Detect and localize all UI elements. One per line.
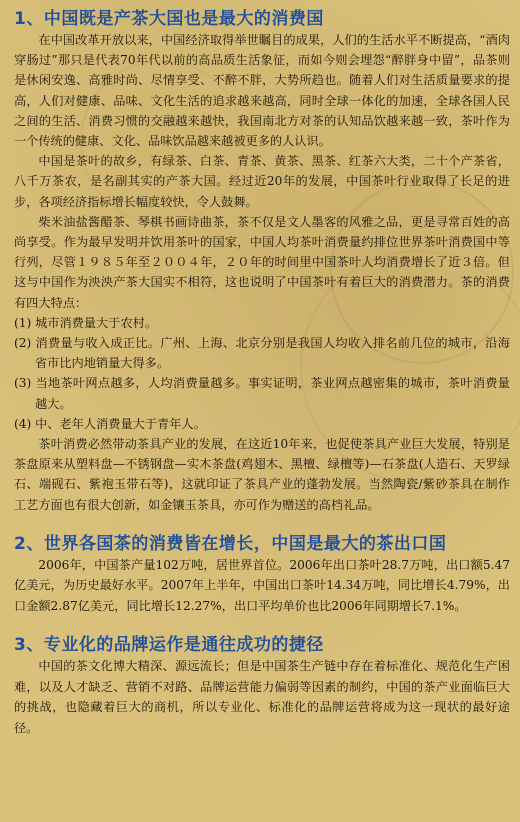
section-2-paragraph-1: 2006年，中国茶产量102万吨，居世界首位。2006年出口茶叶28.7万吨，出口额5.47亿美元，为历史最好水平。2007年上半年，中国出口茶叶14.34万吨，同比增长4.79%，出口金额2.87亿美元，同比增长12.27%，出口平均单价也比2006年同期增长7.1%。 [14,557,510,613]
section-1-paragraph-1: 在中国改革开放以来，中国经济取得举世瞩目的成果，人们的生活水平不断提高，“酒肉穿肠过”那只是代表70年代以前的高品质生活象征，而如今则会埋怨“醉胖身中留”，品茶则是休闲安逸、高雅时尚、尽情享受、不醉不胖，大势所趋也。随着人们对生活质量要求的提高，人们对健康、品味、文化生活的追求越来越高，同时全球一体化的加速，全球各国人民之间的生活、消费习惯的交融越来越快，我国南北方对茶的认知品饮越来越一致，茶叶作为一个传统的健康、文化、品味饮品越来越被更多的人认识。 [14,33,510,149]
list-item: (1) 城市消费量大于农村。 [14,315,158,330]
section-3-title: 3、专业化的品牌运作是通往成功的捷径 [14,635,324,656]
section-1-paragraph-2: 中国是茶叶的故乡，有绿茶、白茶、青茶、黄茶、黑茶、红茶六大类，二十个产茶省，八千万茶农，是名副其实的产茶大国。经过近20年的发展，中国茶叶行业取得了长足的进步，各项经济指标增长幅度较快，令人鼓舞。 [14,154,510,209]
section-1 [14,8,510,515]
section-1-title: 1、中国既是产茶大国也是最大的消费国 [14,9,324,29]
section-2 [14,533,510,617]
list-item: (2) 消费量与收入成正比。广州、上海、北京分别是我国人均收入排名前几位的城市，沿海省市比内地销量大得多。 [14,336,510,371]
section-3 [14,634,510,738]
section-1-paragraph-4: 茶叶消费必然带动茶具产业的发展，在这近10年来，也促使茶具产业巨大发展，特别是茶盘原来从塑料盘—不锈钢盘—实木茶盘(鸡翅木、黑檀、绿檀等)—石茶盘(人造石、天罗绿石、端砚石、紫袍玉带石等)，这就印证了茶具产业的蓬勃发展。当然陶瓷/紫砂茶具在制作工艺方面也有很大创新，如金镶玉茶具，亦可作为赠送的高档礼品。 [14,437,510,512]
article [14,8,510,756]
section-3-paragraph-1: 中国的茶文化博大精深、源远流长；但是中国茶生产链中存在着标准化、规范化生产困难，以及人才缺乏、营销不对路、品牌运营能力偏弱等因素的制约，中国的茶产业面临巨大的挑战，也隐藏着巨大的商机，所以专业化、标准化的品牌运营将成为这一现状的最好途径。 [14,659,510,735]
section-1-paragraph-3: 柴米油盐酱醋茶、琴棋书画诗曲茶，茶不仅是文人墨客的风雅之品，更是寻常百姓的高尚享受。作为最早发明并饮用茶叶的国家，中国人均茶叶消费量约排位世界茶叶消费国中等行列，尽管１９８５年至２００４年，２０年的时间里中国茶叶人均消费增长了近３倍。但这与中国作为泱泱产茶大国实不相符，这也说明了中国茶叶有着巨大的消费潜力。茶的消费有四大特点： [14,214,510,310]
list-item: (4) 中、老年人消费量大于青年人。 [14,416,206,431]
list-item: (3) 当地茶叶网点越多，人均消费量越多。事实证明，茶业网点越密集的城市，茶叶消费量越大。 [14,376,510,411]
section-2-title: 2、世界各国茶的消费皆在增长，中国是最大的茶出口国 [14,533,447,554]
